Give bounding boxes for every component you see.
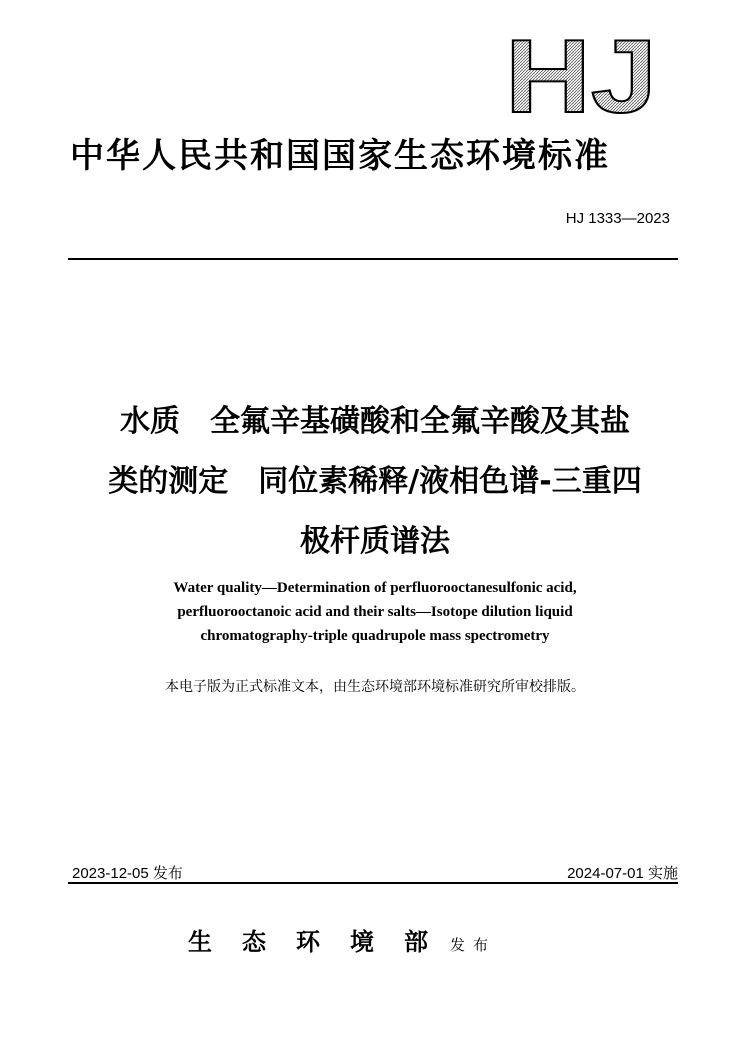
electronic-edition-notice: 本电子版为正式标准文本，由生态环境部环境标准研究所审校排版。 xyxy=(165,679,585,695)
chinese-title xyxy=(40,392,710,572)
english-title xyxy=(40,576,710,648)
english-title-line-3: chromatography-triple quadrupole mass spectrometry xyxy=(200,628,550,644)
english-title-line-2: perfluorooctanoic acid and their salts—Isotope dilution liquid xyxy=(177,604,573,620)
issuer-name: 生态环境部 xyxy=(188,927,458,956)
hj-logo xyxy=(505,36,660,116)
country-standard-title: 中华人民共和国国家生态环境标准 xyxy=(70,136,610,176)
standard-number: HJ 1333—2023 xyxy=(565,210,670,227)
issuer-suffix: 发布 xyxy=(450,936,497,954)
chinese-title-line-2: 类的测定 同位素稀释/液相色谱-三重四 xyxy=(108,464,642,499)
header-divider xyxy=(68,258,678,260)
chinese-title-line-3: 极杆质谱法 xyxy=(300,524,450,559)
issue-date: 2023-12-05 发布 xyxy=(72,865,183,882)
effective-date: 2024-07-01 实施 xyxy=(567,865,678,882)
english-title-line-1: Water quality—Determination of perfluorooctanesulfonic acid, xyxy=(173,580,577,596)
footer-divider xyxy=(68,882,678,884)
hj-logo-text: HJ xyxy=(505,36,657,116)
issuer xyxy=(188,922,496,957)
chinese-title-line-1: 水质 全氟辛基磺酸和全氟辛酸及其盐 xyxy=(120,404,630,439)
